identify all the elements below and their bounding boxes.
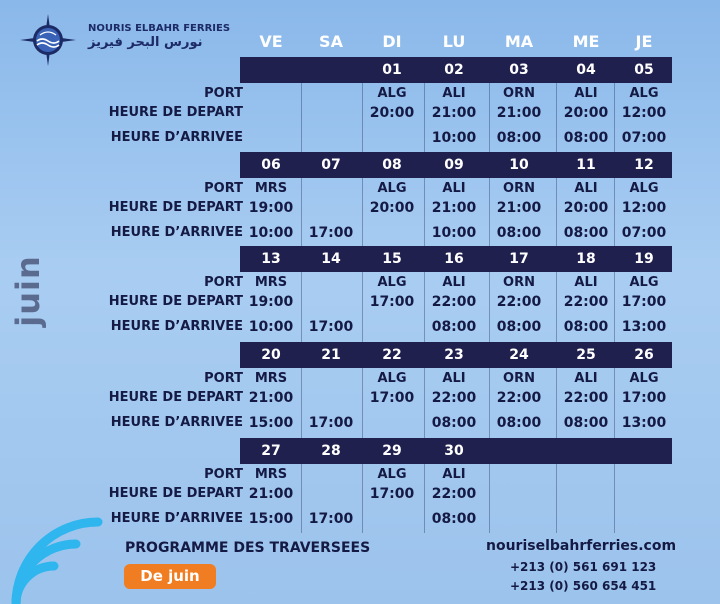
- depart-time-cell: 22:00: [431, 390, 477, 406]
- arrival-time-cell: 17:00: [308, 319, 354, 335]
- date-number: 08: [382, 157, 402, 173]
- arrival-time-cell: 08:00: [496, 225, 542, 241]
- arrival-time-cell: 15:00: [248, 511, 294, 527]
- month-badge: De juin: [124, 564, 216, 589]
- arrival-time-cell: 08:00: [563, 130, 609, 146]
- port-cell: ORN: [503, 275, 535, 290]
- depart-time-cell: 21:00: [248, 390, 294, 406]
- depart-time-cell: 22:00: [496, 390, 542, 406]
- port-cell: ORN: [503, 86, 535, 101]
- website-link[interactable]: nouriselbahrferries.com: [486, 538, 677, 554]
- date-number: 12: [634, 157, 654, 173]
- arrival-time-cell: 08:00: [563, 225, 609, 241]
- port-cell: ORN: [503, 371, 535, 386]
- arrival-time-cell: 08:00: [496, 415, 542, 431]
- day-header: SA: [319, 32, 343, 51]
- month-label: juin: [8, 255, 47, 327]
- port-cell: MRS: [254, 181, 288, 196]
- depart-label: HEURE DE DEPART: [108, 390, 243, 405]
- day-header: VE: [259, 32, 283, 51]
- port-cell: ALG: [377, 181, 407, 196]
- arrival-time-cell: 08:00: [563, 319, 609, 335]
- arrival-label: HEURE D’ARRIVEE: [110, 130, 243, 145]
- depart-time-cell: 21:00: [431, 200, 477, 216]
- arrival-time-cell: 08:00: [563, 415, 609, 431]
- port-cell: MRS: [254, 371, 288, 386]
- depart-time-cell: 17:00: [369, 390, 415, 406]
- date-number: 25: [576, 347, 596, 363]
- column-separator: [301, 83, 302, 533]
- port-cell: ALI: [442, 275, 466, 290]
- phone-number-1: +213 (0) 561 691 123: [510, 560, 657, 574]
- depart-time-cell: 21:00: [248, 486, 294, 502]
- depart-time-cell: 20:00: [563, 200, 609, 216]
- date-number: 18: [576, 251, 596, 267]
- port-label: PORT: [204, 86, 243, 101]
- port-cell: ALG: [629, 275, 659, 290]
- date-number: 09: [444, 157, 464, 173]
- port-cell: ALI: [574, 371, 598, 386]
- date-number: 11: [576, 157, 596, 173]
- port-cell: ALG: [377, 86, 407, 101]
- port-cell: ALI: [574, 86, 598, 101]
- depart-time-cell: 22:00: [496, 294, 542, 310]
- port-cell: ALI: [442, 86, 466, 101]
- date-number: 03: [509, 62, 529, 78]
- port-label: PORT: [204, 275, 243, 290]
- port-cell: MRS: [254, 467, 288, 482]
- depart-label: HEURE DE DEPART: [108, 105, 243, 120]
- port-cell: ALG: [377, 371, 407, 386]
- arrival-time-cell: 10:00: [248, 225, 294, 241]
- arrival-time-cell: 07:00: [621, 130, 667, 146]
- date-number: 21: [321, 347, 341, 363]
- date-number: 30: [444, 443, 464, 459]
- arrival-time-cell: 08:00: [496, 130, 542, 146]
- arrival-time-cell: 17:00: [308, 415, 354, 431]
- date-number: 02: [444, 62, 464, 78]
- depart-time-cell: 22:00: [431, 486, 477, 502]
- depart-time-cell: 20:00: [369, 200, 415, 216]
- port-cell: ALI: [442, 371, 466, 386]
- arrival-time-cell: 08:00: [431, 415, 477, 431]
- depart-time-cell: 21:00: [496, 105, 542, 121]
- arrival-time-cell: 08:00: [496, 319, 542, 335]
- arrival-time-cell: 10:00: [248, 319, 294, 335]
- port-cell: ALI: [574, 181, 598, 196]
- port-cell: ALG: [629, 371, 659, 386]
- depart-time-cell: 22:00: [431, 294, 477, 310]
- arrival-time-cell: 08:00: [431, 511, 477, 527]
- date-number: 24: [509, 347, 529, 363]
- depart-label: HEURE DE DEPART: [108, 486, 243, 501]
- phone-number-2: +213 (0) 560 654 451: [510, 579, 657, 593]
- date-number: 04: [576, 62, 596, 78]
- depart-time-cell: 17:00: [621, 390, 667, 406]
- brand-name: NOURIS ELBAHR FERRIES: [88, 23, 231, 34]
- arrival-time-cell: 13:00: [621, 319, 667, 335]
- depart-time-cell: 19:00: [248, 200, 294, 216]
- port-cell: ALG: [377, 275, 407, 290]
- port-cell: ALI: [574, 275, 598, 290]
- depart-time-cell: 20:00: [369, 105, 415, 121]
- date-number: 20: [261, 347, 281, 363]
- port-cell: ALI: [442, 467, 466, 482]
- port-cell: ALI: [442, 181, 466, 196]
- arrival-time-cell: 15:00: [248, 415, 294, 431]
- date-number: 27: [261, 443, 281, 459]
- date-number: 23: [444, 347, 464, 363]
- arrival-time-cell: 13:00: [621, 415, 667, 431]
- depart-time-cell: 12:00: [621, 200, 667, 216]
- date-number: 19: [634, 251, 654, 267]
- arrival-time-cell: 17:00: [308, 511, 354, 527]
- depart-time-cell: 17:00: [369, 294, 415, 310]
- day-header: JE: [635, 32, 653, 51]
- arrival-time-cell: 10:00: [431, 130, 477, 146]
- date-number: 22: [382, 347, 402, 363]
- date-number: 26: [634, 347, 654, 363]
- arrival-label: HEURE D’ARRIVEE: [110, 511, 243, 526]
- arrival-label: HEURE D’ARRIVEE: [110, 415, 243, 430]
- signal-waves-icon: [6, 512, 106, 604]
- arrival-label: HEURE D’ARRIVEE: [110, 225, 243, 240]
- date-number: 29: [382, 443, 402, 459]
- arrival-time-cell: 08:00: [431, 319, 477, 335]
- date-number: 17: [509, 251, 529, 267]
- day-header: ME: [572, 32, 600, 51]
- depart-label: HEURE DE DEPART: [108, 294, 243, 309]
- day-header: DI: [382, 32, 402, 51]
- day-header: MA: [504, 32, 534, 51]
- depart-time-cell: 19:00: [248, 294, 294, 310]
- date-number: 10: [509, 157, 529, 173]
- brand-name-arabic: نورس البحر فيريز: [88, 35, 203, 50]
- depart-time-cell: 17:00: [621, 294, 667, 310]
- arrival-label: HEURE D’ARRIVEE: [110, 319, 243, 334]
- date-number: 01: [382, 62, 402, 78]
- port-cell: ALG: [377, 467, 407, 482]
- depart-time-cell: 21:00: [496, 200, 542, 216]
- depart-time-cell: 21:00: [431, 105, 477, 121]
- program-title: PROGRAMME DES TRAVERSEES: [125, 540, 371, 556]
- depart-label: HEURE DE DEPART: [108, 200, 243, 215]
- date-number: 05: [634, 62, 654, 78]
- day-header: LU: [442, 32, 466, 51]
- compass-logo-icon: [20, 14, 76, 66]
- depart-time-cell: 22:00: [563, 294, 609, 310]
- date-number: 13: [261, 251, 281, 267]
- depart-time-cell: 12:00: [621, 105, 667, 121]
- date-number: 14: [321, 251, 341, 267]
- port-cell: MRS: [254, 275, 288, 290]
- depart-time-cell: 22:00: [563, 390, 609, 406]
- port-cell: ALG: [629, 181, 659, 196]
- port-label: PORT: [204, 467, 243, 482]
- port-cell: ORN: [503, 181, 535, 196]
- date-number: 06: [261, 157, 281, 173]
- arrival-time-cell: 17:00: [308, 225, 354, 241]
- arrival-time-cell: 07:00: [621, 225, 667, 241]
- port-cell: ALG: [629, 86, 659, 101]
- date-number: 15: [382, 251, 402, 267]
- port-label: PORT: [204, 181, 243, 196]
- arrival-time-cell: 10:00: [431, 225, 477, 241]
- port-label: PORT: [204, 371, 243, 386]
- date-number: 07: [321, 157, 341, 173]
- date-number: 28: [321, 443, 341, 459]
- depart-time-cell: 17:00: [369, 486, 415, 502]
- date-number: 16: [444, 251, 464, 267]
- depart-time-cell: 20:00: [563, 105, 609, 121]
